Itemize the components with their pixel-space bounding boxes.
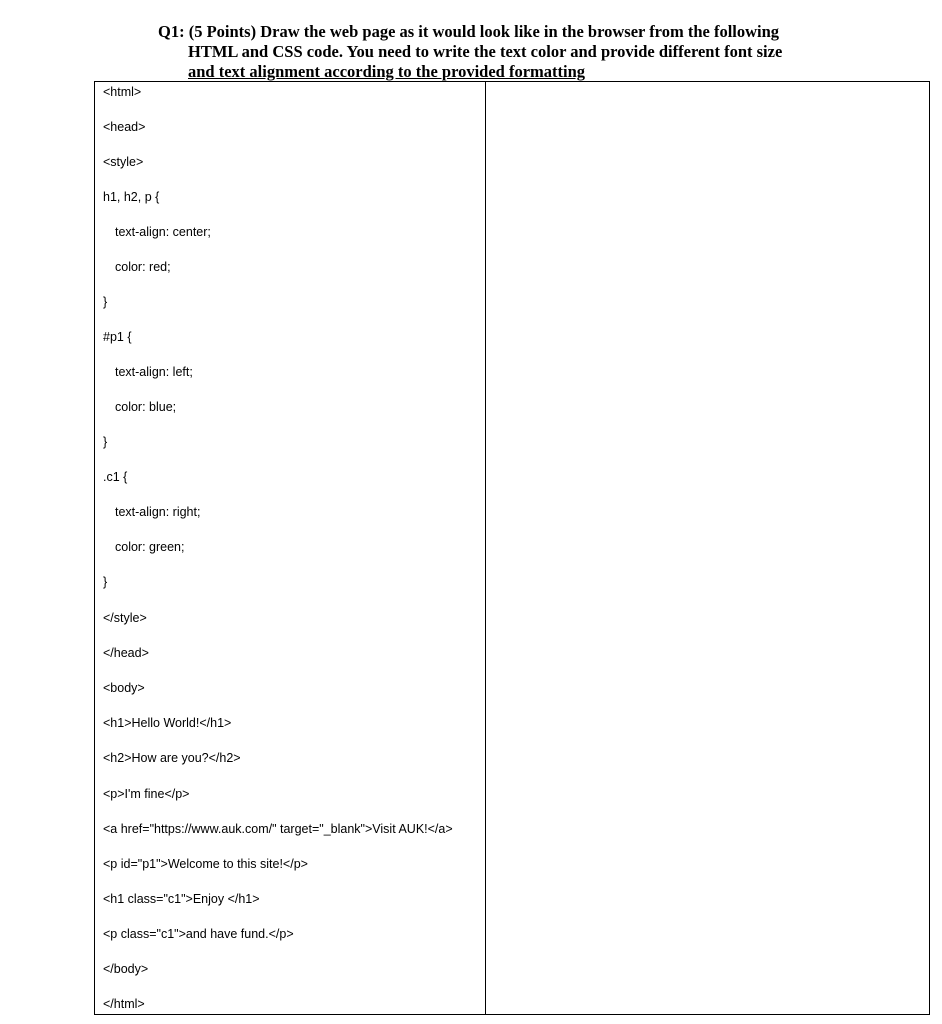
code-line: <p id="p1">Welcome to this site!</p> [103, 857, 308, 871]
code-line: h1, h2, p { [103, 190, 160, 204]
code-line: <p>I'm fine</p> [103, 787, 190, 801]
code-line: } [103, 435, 108, 449]
code-line: </html> [103, 997, 145, 1011]
code-line: text-align: left; [115, 365, 193, 379]
code-line: color: blue; [115, 400, 177, 414]
question-line-2: HTML and CSS code. You need to write the text color and provide different font size [188, 42, 783, 61]
code-line: <h1 class="c1">Enjoy </h1> [103, 892, 260, 906]
code-line: <h2>How are you?</h2> [103, 751, 241, 765]
code-line: } [103, 575, 108, 589]
code-line: <style> [103, 155, 144, 169]
code-line: .c1 { [103, 470, 128, 484]
code-cell [95, 82, 486, 1014]
code-line: </body> [103, 962, 149, 976]
answer-table [94, 81, 930, 1015]
code-line: color: green; [115, 540, 185, 554]
code-line: #p1 { [103, 330, 132, 344]
question-line-3: and text alignment according to the provided formatting [188, 62, 586, 81]
answer-drawing-area[interactable] [486, 82, 929, 1014]
code-line: <html> [103, 85, 142, 99]
code-line: <p class="c1">and have fund.</p> [103, 927, 294, 941]
code-line: color: red; [115, 260, 171, 274]
code-line: <head> [103, 120, 146, 134]
code-line: text-align: center; [115, 225, 211, 239]
code-line: </head> [103, 646, 149, 660]
code-line: } [103, 295, 108, 309]
question-heading [158, 22, 858, 82]
code-line: </style> [103, 611, 147, 625]
code-line: <body> [103, 681, 145, 695]
code-line: <a href="https://www.auk.com/" target="_blank">Visit AUK!</a> [103, 822, 453, 836]
code-line: <h1>Hello World!</h1> [103, 716, 232, 730]
question-line-1: Q1: (5 Points) Draw the web page as it would look like in the browser from the following [158, 22, 780, 41]
code-line: text-align: right; [115, 505, 201, 519]
